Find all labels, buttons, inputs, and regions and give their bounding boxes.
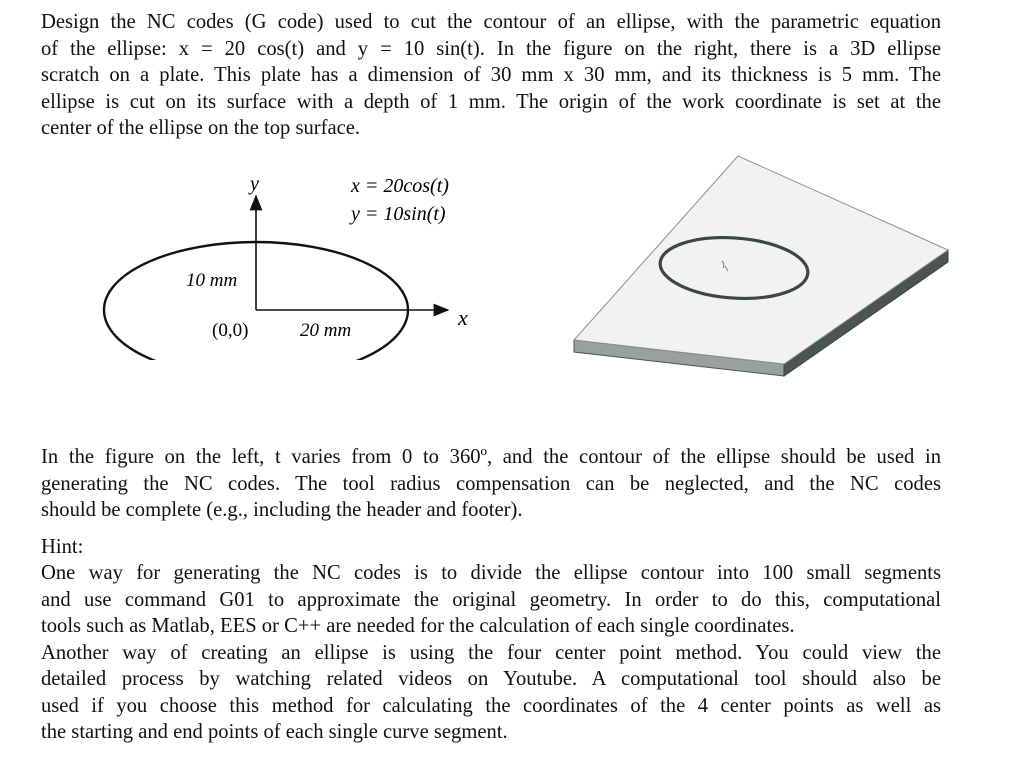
hint-line: Another way of creating an ellipse is using the four center point method. You could view the (41, 641, 941, 664)
requirements-line: In the figure on the left, t varies from 0 to 360º, and the contour of the ellipse should be used in (41, 446, 941, 468)
problem-line: ellipse is cut on its surface with a depth of 1 mm. The origin of the work coordinate is set at the (41, 90, 941, 113)
equation-x: x = 20cos(t) (351, 175, 449, 197)
problem-line: scratch on a plate. This plate has a dimension of 30 mm x 30 mm, and its thickness is 5 mm. The (41, 64, 941, 86)
hint-line: and use command G01 to approximate the original geometry. In order to do this, computational (41, 588, 941, 611)
problem-line: of the ellipse: x = 20 cos(t) and y = 10 sin(t). In the figure on the right, there is a 3D ellipse (41, 37, 941, 60)
hint-line: detailed process by watching related videos on Youtube. A computational tool should also be (41, 668, 941, 690)
hint-line: the starting and end points of each single curve segment. (41, 721, 508, 743)
y-axis-label: y (250, 173, 259, 195)
origin-label: (0,0) (212, 320, 249, 341)
hint-line: used if you choose this method for calculating the coordinates of the 4 center points as well as (41, 694, 941, 717)
requirements-paragraph (41, 444, 941, 524)
problem-statement (41, 9, 941, 142)
problem-line: center of the ellipse on the top surface. (41, 117, 361, 139)
requirements-line: generating the NC codes. The tool radius compensation can be neglected, and the NC codes (41, 472, 941, 495)
hint-paragraph (41, 560, 941, 746)
ellipse-diagram (96, 170, 516, 360)
hint-line: tools such as Matlab, EES or C++ are needed for the calculation of each single coordinates. (41, 615, 795, 637)
requirements-line: should be complete (e.g., including the header and footer). (41, 499, 523, 521)
x-axis-label: x (458, 305, 468, 330)
problem-line: Design the NC codes (G code) used to cut the contour of an ellipse, with the parametric equation (41, 11, 941, 33)
plate-3d-illustration (556, 150, 956, 390)
semi-minor-label: 10 mm (186, 270, 238, 291)
equation-y: y = 10sin(t) (351, 203, 446, 225)
hint-line: One way for generating the NC codes is to divide the ellipse contour into 100 small segments (41, 562, 941, 584)
semi-major-label: 20 mm (300, 320, 352, 341)
hint-heading: Hint: (41, 536, 84, 558)
plate-top-surface (574, 156, 948, 364)
